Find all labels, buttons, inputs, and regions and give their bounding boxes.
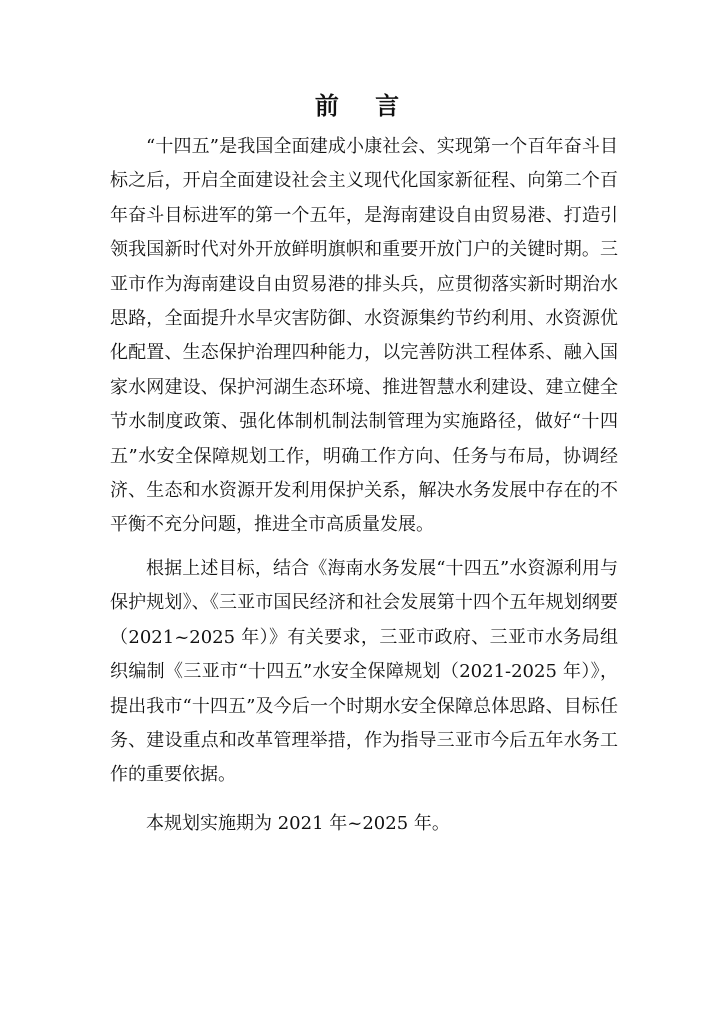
paragraph-period: 本规划实施期为 2021 年~2025 年。 (146, 812, 450, 834)
document-page (110, 90, 618, 841)
paragraph-background: “十四五”是我国全面建成小康社会、实现第一个百年奋斗目标之后，开启全面建设社会主义现代化国家新征程、向第二个百年奋斗目标进军的第一个五年，是海南建设自由贸易港、打造引领我国新时代对外开放鲜明旗帜和重要开放门户的关键时期。三亚市作为海南建设自由贸易港的排头兵，应贯彻落实新时期治水思路，全面提升水旱灾害防御、水资源集约节约利用、水资源优化配置、生态保护治理四种能力，以完善防洪工程体系、融入国家水网建设、保护河湖生态环境、推进智慧水利建设、建立健全节水制度政策、强化体制机制法制管理为实施路径，做好“十四五”水安全保障规划工作，明确工作方向、任务与布局，协调经济、生态和水资源开发利用保护关系，解决水务发展中存在的不平衡不充分问题，推进全市高质量发展。 (110, 136, 618, 536)
page-title: 前 言 (314, 91, 414, 120)
paragraph-basis: 根据上述目标，结合《海南水务发展“十四五”水资源利用与保护规划》、《三亚市国民经济和社会发展第十四个五年规划纲要（2021~2025 年）》有关要求，三亚市政府、三亚市水务局组织编制《三亚市“十四五”水安全保障规划（2021-2025 年）》，提出我市“十四五”及今后一个时期水安全保障总体思路、目标任务、建设重点和改革管理举措，作为指导三亚市今后五年水务工作的重要依据。 (110, 557, 618, 786)
